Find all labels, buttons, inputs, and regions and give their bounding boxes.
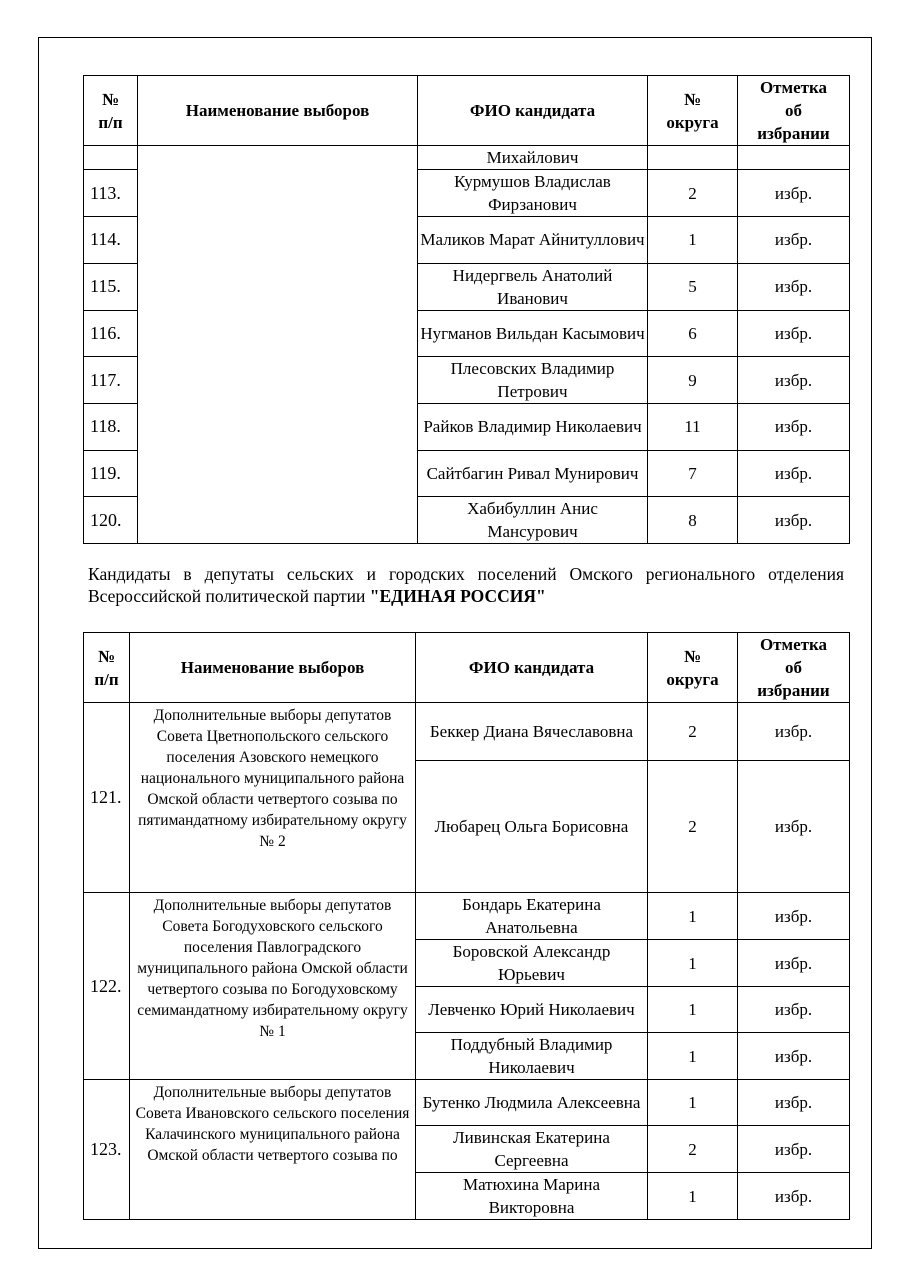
section-paragraph: Кандидаты в депутаты сельских и городских поселений Омского регионального отделения Всероссийской политической партии "ЕДИНАЯ РОССИЯ" [88, 564, 844, 606]
election-name: Дополнительные выборы депутатов Совета Ивановского сельского поселения Калачинского муниципального района Омской области четвертого созыва по [130, 1080, 416, 1220]
district-number: 2 [648, 703, 738, 761]
district-number: 1 [648, 217, 738, 264]
election-mark: избр. [738, 263, 850, 310]
candidate-name: Поддубный Владимир Николаевич [416, 1033, 648, 1080]
table-row [84, 146, 850, 170]
election-mark [738, 146, 850, 170]
row-number: 113. [84, 170, 138, 217]
header-district: № округа [648, 76, 738, 146]
election-name: Дополнительные выборы депутатов Совета Цветнопольского сельского поселения Азовского немецкого национального муниципального района Омской области четвертого созыва по пятимандатному избирательному округу № 2 [130, 703, 416, 893]
election-mark: избр. [738, 703, 850, 761]
election-mark: избр. [738, 1126, 850, 1173]
header-mark: Отметка об избрании [738, 76, 850, 146]
election-mark: избр. [738, 761, 850, 893]
header-candidate: ФИО кандидата [416, 633, 648, 703]
election-name-cell [138, 146, 418, 544]
candidate-name: Курмушов Владислав Фирзанович [418, 170, 648, 217]
table-row [84, 1080, 850, 1126]
candidate-name: Маликов Марат Айнитуллович [418, 217, 648, 264]
district-number: 8 [648, 497, 738, 544]
election-mark: избр. [738, 893, 850, 940]
header-election: Наименование выборов [130, 633, 416, 703]
header-num: № п/п [84, 633, 130, 703]
election-mark: избр. [738, 310, 850, 357]
election-mark: избр. [738, 1173, 850, 1220]
header-candidate: ФИО кандидата [418, 76, 648, 146]
district-number: 9 [648, 357, 738, 404]
results-table-2 [83, 632, 850, 1220]
candidate-name: Боровской Александр Юрьевич [416, 940, 648, 987]
table-row [84, 703, 850, 761]
district-number: 1 [648, 893, 738, 940]
district-number: 2 [648, 1126, 738, 1173]
row-number: 118. [84, 404, 138, 451]
district-number: 6 [648, 310, 738, 357]
election-mark: избр. [738, 1080, 850, 1126]
table-row [84, 893, 850, 940]
candidate-name: Бондарь Екатерина Анатольевна [416, 893, 648, 940]
candidate-name: Плесовских Владимир Петрович [418, 357, 648, 404]
election-mark: избр. [738, 404, 850, 451]
election-mark: избр. [738, 1033, 850, 1080]
district-number: 1 [648, 987, 738, 1033]
district-number: 1 [648, 1033, 738, 1080]
header-district: № округа [648, 633, 738, 703]
district-number: 1 [648, 1080, 738, 1126]
header-num: № п/п [84, 76, 138, 146]
row-number: 120. [84, 497, 138, 544]
row-number: 121. [84, 703, 130, 893]
candidate-name: Левченко Юрий Николаевич [416, 987, 648, 1033]
candidate-name: Михайлович [418, 146, 648, 170]
district-number: 7 [648, 450, 738, 497]
election-mark: избр. [738, 217, 850, 264]
candidate-name: Матюхина Марина Викторовна [416, 1173, 648, 1220]
candidate-name: Хабибуллин Анис Мансурович [418, 497, 648, 544]
election-mark: избр. [738, 357, 850, 404]
candidate-name: Бутенко Людмила Алексеевна [416, 1080, 648, 1126]
district-number: 11 [648, 404, 738, 451]
election-name: Дополнительные выборы депутатов Совета Богодуховского сельского поселения Павлоградского муниципального района Омской области четвертого созыва по Богодуховскому семимандатному избирательному округу № 1 [130, 893, 416, 1080]
candidate-name: Райков Владимир Николаевич [418, 404, 648, 451]
header-mark: Отметка об избрании [738, 633, 850, 703]
election-mark: избр. [738, 170, 850, 217]
district-number: 1 [648, 940, 738, 987]
district-number: 5 [648, 263, 738, 310]
candidate-name: Беккер Диана Вячеславовна [416, 703, 648, 761]
election-mark: избр. [738, 940, 850, 987]
election-mark: избр. [738, 987, 850, 1033]
header-election: Наименование выборов [138, 76, 418, 146]
candidate-name: Нугманов Вильдан Касымович [418, 310, 648, 357]
district-number: 1 [648, 1173, 738, 1220]
row-number: 114. [84, 217, 138, 264]
district-number: 2 [648, 761, 738, 893]
election-mark: избр. [738, 450, 850, 497]
row-number: 122. [84, 893, 130, 1080]
row-number: 116. [84, 310, 138, 357]
district-number: 2 [648, 170, 738, 217]
district-number [648, 146, 738, 170]
candidate-name: Любарец Ольга Борисовна [416, 761, 648, 893]
row-number: 115. [84, 263, 138, 310]
row-number: 117. [84, 357, 138, 404]
results-table-1 [83, 75, 850, 544]
row-number: 123. [84, 1080, 130, 1220]
row-number [84, 146, 138, 170]
candidate-name: Нидергвель Анатолий Иванович [418, 263, 648, 310]
election-mark: избр. [738, 497, 850, 544]
row-number: 119. [84, 450, 138, 497]
candidate-name: Ливинская Екатерина Сергеевна [416, 1126, 648, 1173]
candidate-name: Сайтбагин Ривал Мунирович [418, 450, 648, 497]
